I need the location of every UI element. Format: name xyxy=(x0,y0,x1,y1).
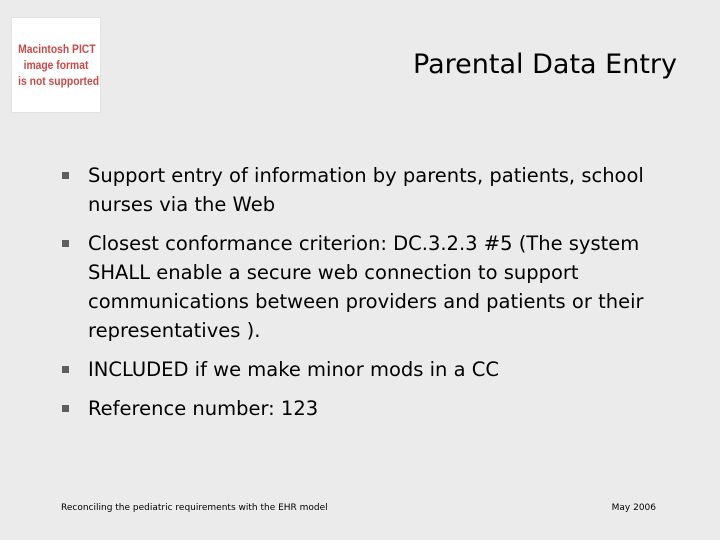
bullet-text: INCLUDED if we make minor mods in a CC xyxy=(88,358,499,381)
image-placeholder xyxy=(11,17,101,113)
footer-presentation-title: Reconciling the pediatric requirements with the EHR model xyxy=(61,503,328,513)
footer-date: May 2006 xyxy=(611,503,656,513)
square-bullet-icon xyxy=(62,405,69,412)
image-placeholder-text xyxy=(18,41,99,89)
bullet-item xyxy=(62,355,652,384)
square-bullet-icon xyxy=(62,240,69,247)
bullet-list xyxy=(62,161,652,433)
bullet-item xyxy=(62,394,652,423)
bullet-text: Support entry of information by parents, patients, school nurses via the Web xyxy=(88,164,644,216)
bullet-text: Closest conformance criterion: DC.3.2.3 #5 (The system SHALL enable a secure web connection to support communications between providers and patients or their representatives ). xyxy=(88,232,644,342)
bullet-item xyxy=(62,229,652,345)
square-bullet-icon xyxy=(62,366,69,373)
slide-title: Parental Data Entry xyxy=(413,49,677,80)
image-placeholder-line-1: Macintosh PICT xyxy=(18,42,96,56)
bullet-text: Reference number: 123 xyxy=(88,397,319,420)
square-bullet-icon xyxy=(62,172,69,179)
image-placeholder-line-2: image format xyxy=(23,58,89,72)
bullet-item xyxy=(62,161,652,219)
image-placeholder-line-3: is not supported xyxy=(18,74,99,88)
